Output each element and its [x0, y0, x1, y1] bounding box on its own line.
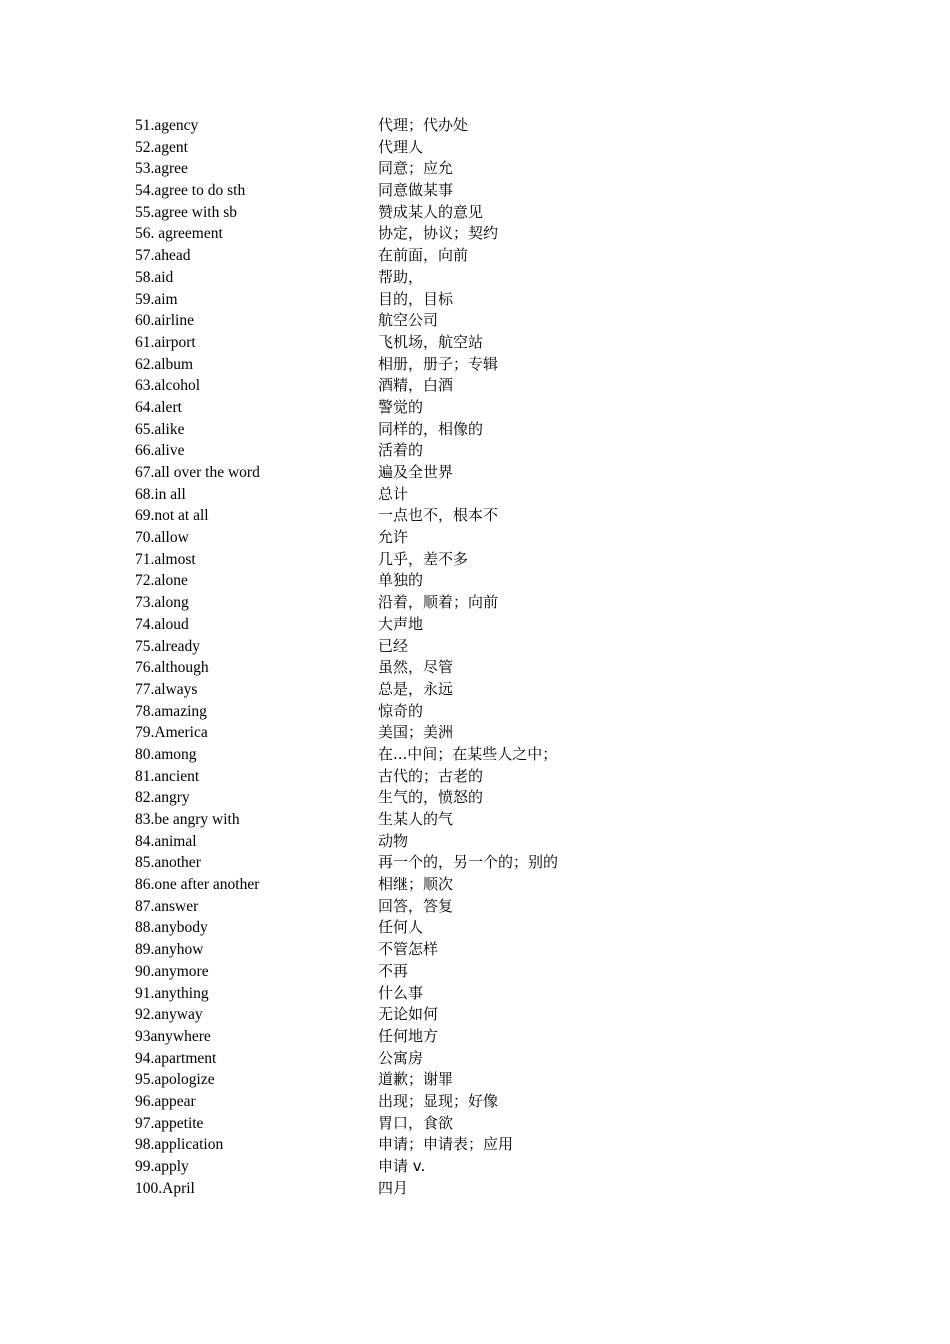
vocab-entry — [135, 570, 695, 592]
chinese-meaning: 飞机场，航空站 — [378, 332, 484, 351]
vocab-entry — [135, 874, 695, 896]
english-term: 60.airline — [135, 312, 194, 330]
vocab-entry — [135, 484, 695, 506]
english-term: 89.anyhow — [135, 941, 204, 959]
english-term: 80.among — [135, 745, 197, 763]
vocab-entry — [135, 180, 695, 202]
chinese-meaning: 大声地 — [378, 614, 424, 633]
chinese-meaning: 一点也不，根本不 — [378, 506, 499, 525]
chinese-meaning: 出现；显现；好像 — [378, 1091, 499, 1110]
chinese-meaning: 活着的 — [378, 441, 424, 460]
english-term: 63.alcohol — [135, 377, 200, 395]
vocab-entry — [135, 831, 695, 853]
chinese-meaning: 代理人 — [378, 137, 424, 156]
english-term: 100.April — [135, 1179, 195, 1197]
english-term: 99.apply — [135, 1158, 189, 1175]
english-term: 83.be angry with — [135, 811, 240, 828]
chinese-meaning: 惊奇的 — [378, 701, 424, 720]
english-term: 98.application — [135, 1136, 224, 1154]
vocab-entry — [135, 592, 695, 614]
english-term: 68.in all — [135, 485, 186, 503]
vocab-entry — [135, 137, 695, 159]
chinese-meaning: 不管怎样 — [378, 940, 439, 959]
english-term: 62.album — [135, 355, 194, 373]
vocab-entry — [135, 158, 695, 180]
english-term: 53.agree — [135, 160, 188, 178]
english-term: 65.alike — [135, 420, 185, 438]
chinese-meaning: 美国；美洲 — [378, 723, 454, 742]
vocab-entry — [135, 505, 695, 527]
vocab-entry — [135, 766, 695, 788]
english-term: 81.ancient — [135, 767, 200, 785]
chinese-meaning: 总是，永远 — [378, 679, 454, 698]
english-term: 87.answer — [135, 897, 199, 915]
vocab-entry — [135, 310, 695, 332]
vocab-entry — [135, 896, 695, 918]
chinese-meaning: 已经 — [378, 636, 409, 655]
english-term: 74.aloud — [135, 615, 189, 633]
chinese-meaning: 申请 v. — [378, 1157, 426, 1175]
english-term: 75.already — [135, 637, 200, 655]
chinese-meaning: 协定，协议；契约 — [378, 224, 499, 243]
vocab-entry — [135, 1026, 695, 1048]
chinese-meaning: 道歉；谢罪 — [378, 1070, 454, 1089]
vocabulary-list — [135, 115, 695, 1199]
english-term: 82.angry — [135, 789, 190, 807]
vocab-entry — [135, 1091, 695, 1113]
vocab-entry — [135, 744, 695, 766]
english-term: 66.alive — [135, 442, 185, 460]
chinese-meaning: 遍及全世界 — [378, 463, 454, 481]
english-term: 91.anything — [135, 984, 209, 1002]
vocab-entry — [135, 115, 695, 137]
vocab-entry — [135, 332, 695, 354]
english-term: 72.alone — [135, 572, 188, 590]
chinese-meaning: 公寓房 — [378, 1048, 424, 1067]
chinese-meaning: 什么事 — [378, 983, 424, 1002]
chinese-meaning: 同意做某事 — [378, 181, 454, 200]
chinese-meaning: 同样的，相像的 — [378, 419, 484, 438]
chinese-meaning: 申请；申请表；应用 — [378, 1135, 514, 1154]
chinese-meaning: 相册，册子；专辑 — [378, 354, 499, 373]
english-term: 92.anyway — [135, 1006, 203, 1024]
english-term: 88.anybody — [135, 919, 208, 937]
vocab-entry — [135, 462, 695, 484]
english-term: 69.not at all — [135, 507, 209, 525]
vocab-entry — [135, 267, 695, 289]
chinese-meaning: 酒精，白酒 — [378, 376, 454, 395]
english-term: 85.another — [135, 854, 201, 872]
english-term: 86.one after another — [135, 876, 260, 894]
english-term: 79.America — [135, 724, 208, 742]
english-term: 76.although — [135, 659, 209, 677]
vocab-entry — [135, 1178, 695, 1200]
english-term: 71.almost — [135, 550, 196, 568]
english-term: 58.aid — [135, 268, 174, 286]
vocab-entry — [135, 223, 695, 245]
english-term: 59.aim — [135, 290, 178, 308]
english-term: 78.amazing — [135, 702, 207, 720]
chinese-meaning: 四月 — [378, 1178, 409, 1197]
vocab-entry — [135, 440, 695, 462]
chinese-meaning: 总计 — [378, 484, 409, 503]
english-term: 57.ahead — [135, 247, 191, 265]
chinese-meaning: 任何地方 — [378, 1026, 439, 1045]
english-term: 51.agency — [135, 117, 199, 134]
english-term: 61.airport — [135, 333, 196, 351]
chinese-meaning: 不再 — [378, 961, 409, 980]
vocab-entry — [135, 939, 695, 961]
english-term: 64.alert — [135, 398, 182, 416]
vocab-entry — [135, 614, 695, 636]
chinese-meaning: 代理；代办处 — [378, 116, 469, 134]
chinese-meaning: 相继；顺次 — [378, 875, 454, 894]
english-term: 70.allow — [135, 529, 189, 547]
chinese-meaning: 允许 — [378, 528, 409, 547]
vocab-entry — [135, 809, 695, 831]
chinese-meaning: 生某人的气 — [378, 810, 454, 828]
chinese-meaning: 在前面，向前 — [378, 246, 469, 265]
english-term: 54.agree to do sth — [135, 182, 246, 200]
english-term: 90.anymore — [135, 962, 209, 980]
vocab-entry — [135, 679, 695, 701]
vocab-entry — [135, 354, 695, 376]
chinese-meaning: 航空公司 — [378, 311, 439, 330]
chinese-meaning: 赞成某人的意见 — [378, 202, 484, 221]
vocab-entry — [135, 1069, 695, 1091]
vocab-entry — [135, 657, 695, 679]
vocab-entry — [135, 549, 695, 571]
chinese-meaning: 在...中间；在某些人之中； — [378, 744, 558, 763]
chinese-meaning: 回答，答复 — [378, 896, 454, 915]
vocab-entry — [135, 527, 695, 549]
vocab-entry — [135, 961, 695, 983]
vocab-entry — [135, 636, 695, 658]
vocab-entry — [135, 375, 695, 397]
english-term: 84.animal — [135, 832, 197, 850]
chinese-meaning: 古代的；古老的 — [378, 766, 484, 785]
english-term: 94.apartment — [135, 1049, 217, 1067]
chinese-meaning: 虽然，尽管 — [378, 658, 454, 677]
chinese-meaning: 沿着，顺着；向前 — [378, 593, 499, 612]
vocab-entry — [135, 245, 695, 267]
vocab-entry — [135, 289, 695, 311]
chinese-meaning: 单独的 — [378, 571, 424, 590]
english-term: 67.all over the word — [135, 464, 260, 481]
chinese-meaning: 目的，目标 — [378, 289, 454, 308]
english-term: 52.agent — [135, 138, 188, 156]
vocab-entry — [135, 397, 695, 419]
english-term: 56. agreement — [135, 225, 223, 243]
vocab-entry — [135, 983, 695, 1005]
vocab-entry — [135, 1134, 695, 1156]
english-term: 55.agree with sb — [135, 203, 238, 221]
english-term: 96.appear — [135, 1092, 196, 1110]
chinese-meaning: 警觉的 — [378, 397, 424, 416]
chinese-meaning: 任何人 — [378, 918, 424, 937]
chinese-meaning: 帮助， — [378, 267, 424, 286]
chinese-meaning: 无论如何 — [378, 1005, 439, 1024]
vocab-entry — [135, 1004, 695, 1026]
english-term: 77.always — [135, 680, 198, 698]
vocab-entry — [135, 202, 695, 224]
chinese-meaning: 动物 — [378, 831, 409, 850]
vocab-entry — [135, 917, 695, 939]
chinese-meaning: 生气的，愤怒的 — [378, 788, 484, 807]
chinese-meaning: 胃口，食欲 — [378, 1113, 454, 1132]
english-term: 93anywhere — [135, 1027, 211, 1045]
vocab-entry — [135, 722, 695, 744]
chinese-meaning: 几乎，差不多 — [378, 549, 469, 568]
chinese-meaning: 同意；应允 — [378, 159, 454, 178]
english-term: 73.along — [135, 594, 189, 612]
vocab-entry — [135, 852, 695, 874]
vocab-entry — [135, 787, 695, 809]
vocab-entry — [135, 1113, 695, 1135]
vocab-entry — [135, 701, 695, 723]
chinese-meaning: 再一个的，另一个的；别的 — [378, 853, 559, 872]
english-term: 95.apologize — [135, 1071, 215, 1089]
vocab-entry — [135, 419, 695, 441]
vocab-entry — [135, 1156, 695, 1178]
english-term: 97.appetite — [135, 1114, 204, 1132]
vocab-entry — [135, 1048, 695, 1070]
